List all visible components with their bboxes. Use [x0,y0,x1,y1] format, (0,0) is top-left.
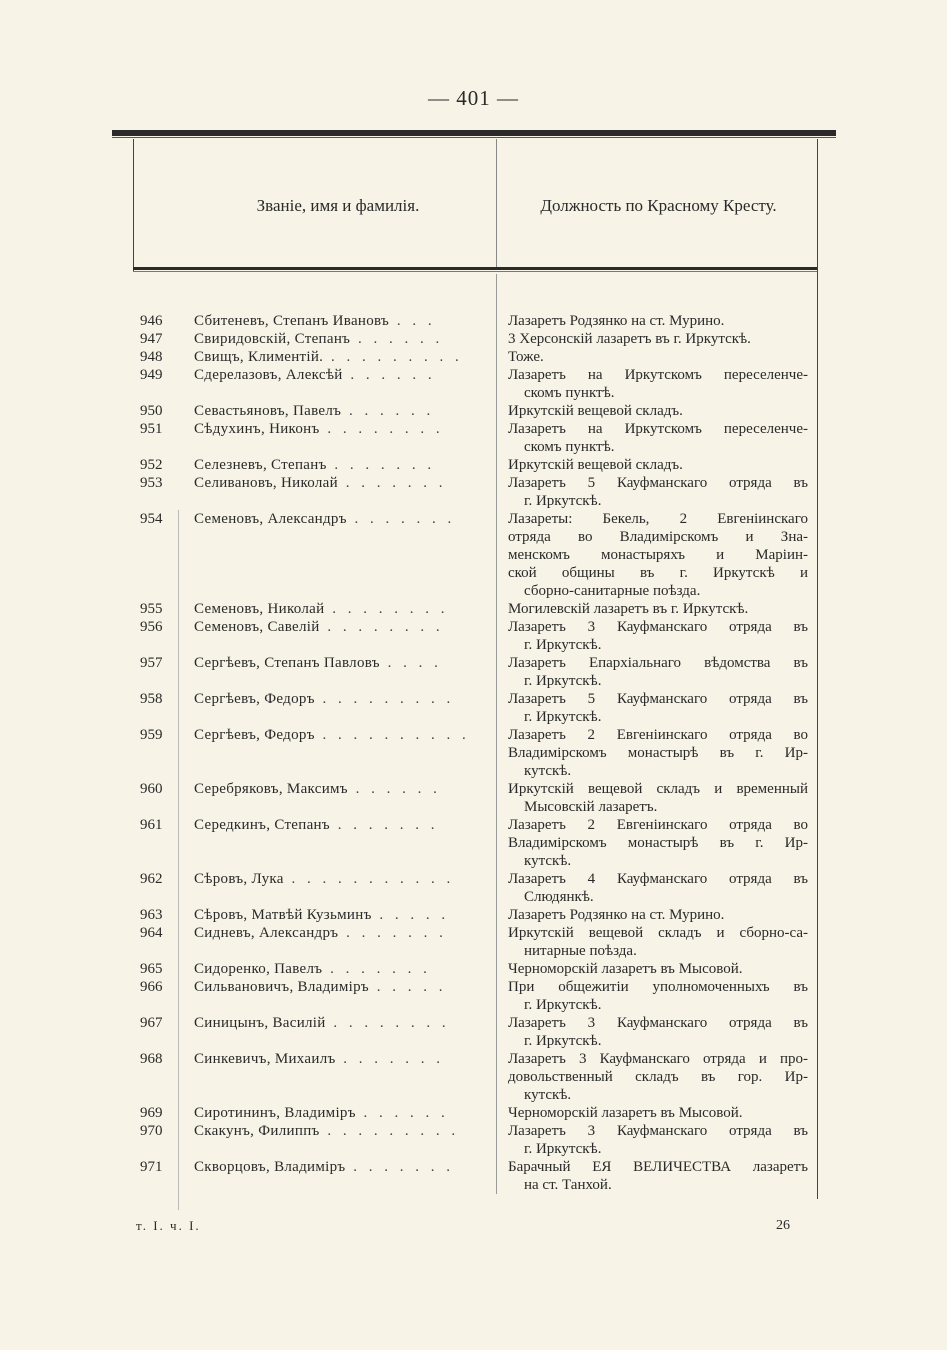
table-row [140,348,820,366]
entry-number: 948 [140,349,163,365]
entry-name: Семеновъ, Александръ [194,511,347,527]
leader-dots: . . . . . . . [322,961,431,977]
role-line: г. Иркутскѣ. [524,637,602,653]
entry-role [494,870,808,906]
entry-name-cell [194,402,494,420]
entry-number: 963 [140,907,163,923]
table-row [140,402,820,420]
table-row [140,906,820,924]
leader-dots: . . . . . [371,907,450,923]
table-row [140,510,820,600]
entry-name: Сильвановичъ, Владиміръ [194,979,369,995]
entry-number: 955 [140,601,163,617]
entry-name-cell [194,420,494,438]
leader-dots: . . . [389,313,436,329]
entry-name-cell [194,906,494,924]
entry-name: Серебряковъ, Максимъ [194,781,348,797]
role-line: кутскѣ. [524,1087,572,1103]
leader-dots: . . . . . . . [335,1051,445,1067]
role-line: г. Иркутскѣ. [524,493,602,509]
table-row [140,960,820,978]
entry-name: Сиротининъ, Владиміръ [194,1105,356,1121]
entry-name: Середкинъ, Степанъ [194,817,330,833]
entry-role [494,906,808,924]
entry-number: 958 [140,691,163,707]
role-line: ской общины въ г. Иркутскѣ и [508,565,808,581]
entry-name: Скворцовъ, Владиміръ [194,1159,346,1175]
entry-name-cell [194,474,494,492]
role-line: Лазаретъ 2 Евгеніинскаго отряда во [508,817,808,833]
role-line: кутскѣ. [524,853,572,869]
role-line: скомъ пунктѣ. [524,385,615,401]
entry-number: 950 [140,403,163,419]
entry-name-cell [194,1014,494,1032]
role-line: г. Иркутскѣ. [524,997,602,1013]
table-row [140,870,820,906]
entry-role [494,690,808,726]
leader-dots: . . . . . . . . [319,619,444,635]
entry-name-cell [194,330,494,348]
table-row [140,924,820,960]
table-row [140,654,820,690]
role-line: Иркутскій вещевой складъ и временный [508,781,808,797]
entry-number: 952 [140,457,163,473]
leader-dots: . . . . . . . . . [319,1123,460,1139]
table-row [140,726,820,780]
entry-number: 946 [140,313,163,329]
role-line: Лазаретъ 4 Кауфманскаго отряда въ [508,871,808,887]
table-row [140,366,820,402]
table-row [140,1104,820,1122]
role-line: Тоже. [508,349,544,365]
register-table [140,312,820,1194]
leader-dots: . . . . . . . . . . . [283,871,455,887]
role-line: скомъ пунктѣ. [524,439,615,455]
role-line: г. Иркутскѣ. [524,1141,602,1157]
role-line: Могилевскій лазаретъ въ г. Иркутскѣ. [508,601,749,617]
entry-number: 960 [140,781,163,797]
entry-name: Свищъ, Климентій. [194,349,324,365]
header-column-divider [496,139,497,267]
entry-role [494,1122,808,1158]
entry-name-cell [194,456,494,474]
leader-dots: . . . . . . . [338,925,447,941]
entry-name-cell [194,1158,494,1176]
leader-dots: . . . . . . . . [324,601,449,617]
entry-name: Сѣдухинъ, Никонъ [194,421,320,437]
role-line: Лазаретъ 3 Кауфманскаго отряда въ [508,1123,808,1139]
role-line: менскомъ монастыряхъ и Маріин- [508,547,808,563]
entry-role [494,312,808,330]
entry-name: Семеновъ, Савелій [194,619,320,635]
role-line: довольственный складъ въ гор. Ир- [508,1069,808,1085]
table-row [140,1122,820,1158]
table-row [140,474,820,510]
role-line: Лазаретъ 3 Кауфманскаго отряда въ [508,1015,808,1031]
entry-role [494,1014,808,1050]
top-rule-thin [112,137,836,138]
table-row [140,1050,820,1104]
entry-name: Сбитеневъ, Степанъ Ивановъ [194,313,390,329]
leader-dots: . . . . . . . [329,817,439,833]
entry-name: Сергѣевъ, Федоръ [194,727,315,743]
table-row [140,780,820,816]
entry-name-cell [194,780,494,798]
role-line: Иркутскій вещевой складъ. [508,403,683,419]
top-rule [112,130,836,136]
entry-role [494,474,808,510]
role-line: Иркутскій вещевой складъ. [508,457,683,473]
table-row [140,816,820,870]
leader-dots: . . . . . . [350,331,444,347]
table-frame-left [133,139,134,271]
entry-name-cell [194,312,494,330]
role-line: Лазареты: Бекель, 2 Евгеніинскаго [508,511,808,527]
role-line: Лазаретъ 5 Кауфманскаго отряда въ [508,475,808,491]
entry-number: 956 [140,619,163,635]
role-line: г. Иркутскѣ. [524,673,602,689]
table-row [140,420,820,456]
entry-name: Сидоренко, Павелъ [194,961,323,977]
table-row [140,1158,820,1194]
entry-name-cell [194,510,494,528]
entry-role [494,330,808,348]
entry-name-cell [194,600,494,618]
role-line: Черноморскій лазаретъ въ Мысовой. [508,1105,743,1121]
role-line: Барачный ЕЯ ВЕЛИЧЕСТВА лазаретъ [508,1159,808,1175]
entry-name: Семеновъ, Николай [194,601,325,617]
entry-number: 947 [140,331,163,347]
table-row [140,978,820,1014]
entry-number: 949 [140,367,163,383]
entry-role [494,816,808,870]
entry-name: Сидневъ, Александръ [194,925,339,941]
role-line: г. Иркутскѣ. [524,709,602,725]
entry-name-cell [194,618,494,636]
entry-name-cell [194,654,494,672]
column-header-role: Должность по Красному Кресту. [540,196,777,215]
entry-name-cell [194,690,494,708]
entry-name: Сергѣевъ, Степанъ Павловъ [194,655,380,671]
role-line: Владимірскомъ монастырѣ въ г. Ир- [508,745,808,761]
entry-role [494,510,808,600]
entry-name-cell [194,1122,494,1140]
leader-dots: . . . . . . . . . . [314,727,470,743]
entry-role [494,600,808,618]
entry-number: 971 [140,1159,163,1175]
entry-name: Сѣровъ, Лука [194,871,284,887]
entry-role [494,1104,808,1122]
table-row [140,330,820,348]
entry-number: 961 [140,817,163,833]
table-row [140,600,820,618]
table-row [140,1014,820,1050]
table-row [140,690,820,726]
role-line: Лазаретъ Родзянко на ст. Мурино. [508,313,725,329]
entry-number: 969 [140,1105,163,1121]
leader-dots: . . . . . . . . . [314,691,455,707]
role-line: Иркутскій вещевой складъ и сборно-са- [508,925,808,941]
leader-dots: . . . . . [368,979,447,995]
entry-number: 953 [140,475,163,491]
entry-role [494,348,808,366]
entry-number: 962 [140,871,163,887]
role-line: Лазаретъ на Иркутскомъ переселенче- [508,421,808,437]
entry-role [494,924,808,960]
entry-role [494,978,808,1014]
entry-number: 967 [140,1015,163,1031]
volume-signature: т. I. ч. I. [136,1218,201,1233]
table-row [140,618,820,654]
header-rule [133,267,817,270]
leader-dots: . . . . . . . . [319,421,444,437]
entry-name-cell [194,960,494,978]
entry-name-cell [194,870,494,888]
table-row [140,456,820,474]
role-line: Лазаретъ Епархіальнаго вѣдомства въ [508,655,808,671]
role-line: Владимірскомъ монастырѣ въ г. Ир- [508,835,808,851]
entry-number: 968 [140,1051,163,1067]
entry-name-cell [194,1050,494,1068]
entry-number: 970 [140,1123,163,1139]
entry-number: 951 [140,421,163,437]
table-row [140,312,820,330]
role-line: отряда во Владимірскомъ и Зна- [508,529,808,545]
entry-name-cell [194,1104,494,1122]
entry-name: Сергѣевъ, Федоръ [194,691,315,707]
entry-number: 954 [140,511,163,527]
leader-dots: . . . . . . [355,1105,449,1121]
entry-name: Свиридовскій, Степанъ [194,331,351,347]
entry-role [494,1050,808,1104]
role-line: Лазаретъ 3 Кауфманскаго отряда въ [508,619,808,635]
role-line: нитарные поѣзда. [524,943,637,959]
role-line: на ст. Танхой. [524,1177,612,1193]
role-line: Лазаретъ 5 Кауфманскаго отряда въ [508,691,808,707]
entry-number: 959 [140,727,163,743]
entry-number: 966 [140,979,163,995]
leader-dots: . . . . . . . [337,475,447,491]
role-line: При общежитіи уполномоченныхъ въ [508,979,808,995]
entry-name: Селезневъ, Степанъ [194,457,327,473]
leader-dots: . . . . . . [341,403,435,419]
entry-name-cell [194,978,494,996]
page-number: — 401 — [428,86,519,110]
header-rule-thin [133,271,817,272]
leader-dots: . . . . . . [342,367,436,383]
entry-role [494,960,808,978]
column-header-name: Званіе, имя и фамилія. [256,196,420,215]
entry-name-cell [194,816,494,834]
entry-role [494,1158,808,1194]
role-line: Черноморскій лазаретъ въ Мысовой. [508,961,743,977]
role-line: Лазаретъ 3 Кауфманскаго отряда и про- [508,1051,808,1067]
role-line: Слюдянкѣ. [524,889,594,905]
entry-name-cell [194,726,494,744]
role-line: г. Иркутскѣ. [524,1033,602,1049]
entry-role [494,618,808,654]
entry-name: Синкевичъ, Михаилъ [194,1051,336,1067]
role-line: кутскѣ. [524,763,572,779]
leader-dots: . . . . . . . . . [323,349,463,365]
role-line: Мысовскій лазаретъ. [524,799,658,815]
entry-role [494,780,808,816]
entry-name-cell [194,366,494,384]
entry-role [494,402,808,420]
entry-role [494,726,808,780]
entry-number: 957 [140,655,163,671]
role-line: Лазаретъ на Иркутскомъ переселенче- [508,367,808,383]
leader-dots: . . . . . . . [345,1159,454,1175]
role-line: Лазаретъ Родзянко на ст. Мурино. [508,907,725,923]
entry-name: Сдерелазовъ, Алексѣй [194,367,343,383]
entry-number: 964 [140,925,163,941]
entry-name: Сѣровъ, Матвѣй Кузьминъ [194,907,372,923]
leader-dots: . . . . . . . [326,457,436,473]
entry-role [494,366,808,402]
role-line: сборно-санитарные поѣзда. [524,583,701,599]
entry-name: Синицынъ, Василій [194,1015,326,1031]
entry-role [494,420,808,456]
entry-name-cell [194,924,494,942]
role-line: Лазаретъ 2 Евгеніинскаго отряда во [508,727,808,743]
entry-name: Севастьяновъ, Павелъ [194,403,342,419]
sheet-number: 26 [776,1218,790,1233]
entry-name-cell [194,348,494,366]
leader-dots: . . . . [379,655,442,671]
entry-name: Скакунъ, Филиппъ [194,1123,320,1139]
leader-dots: . . . . . . [347,781,441,797]
entry-role [494,654,808,690]
entry-number: 965 [140,961,163,977]
entry-name: Селивановъ, Николай [194,475,338,491]
leader-dots: . . . . . . . [346,511,456,527]
entry-role [494,456,808,474]
role-line: 3 Херсонскій лазаретъ въ г. Иркутскѣ. [508,331,751,347]
leader-dots: . . . . . . . . [325,1015,450,1031]
